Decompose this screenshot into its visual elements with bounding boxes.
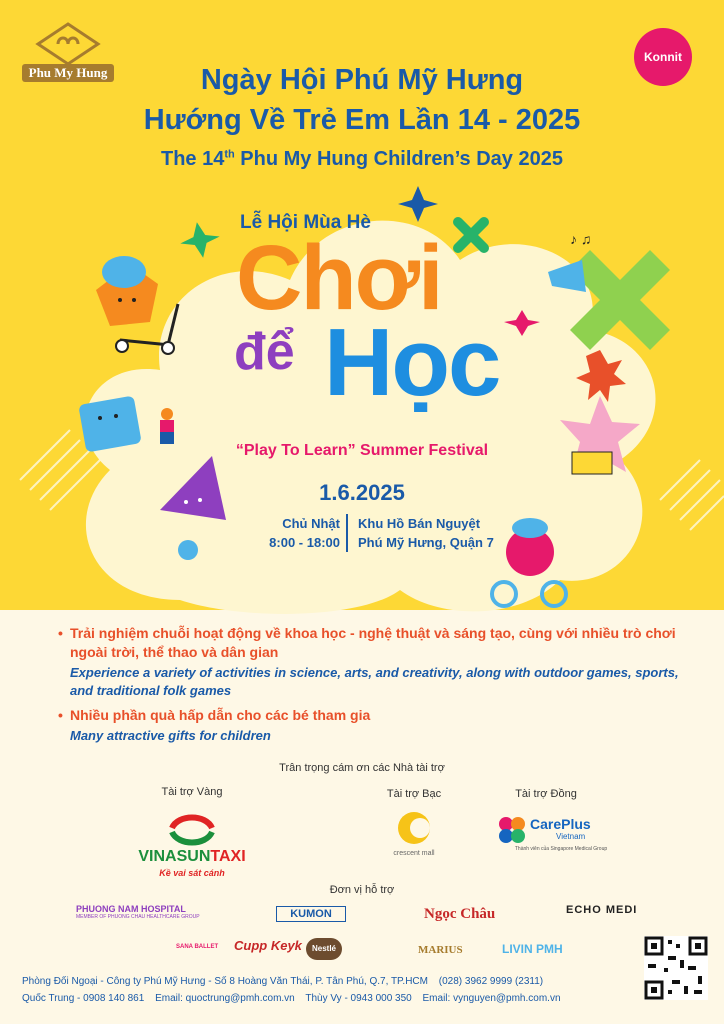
bullet-vi: • Nhiều phần quà hấp dẫn cho các bé tham gia: [60, 706, 700, 725]
vinasun-tagline: Kề vai sát cánh: [159, 868, 225, 878]
phuong-nam-logo: [76, 904, 216, 920]
festival-de: để: [234, 323, 295, 381]
sponsor-thanks: Trân trọng cám ơn các Nhà tài trợ: [279, 762, 445, 774]
kumon-logo: KUMON: [276, 906, 346, 922]
konnit-logo: Konnit: [634, 28, 692, 86]
echo-medi-logo: ECHO MEDI: [566, 904, 638, 916]
marius-logo: MARIUS: [418, 944, 463, 956]
title-en-sup: th: [224, 148, 235, 161]
list-item: [60, 624, 700, 700]
list-item: [60, 706, 700, 745]
vinasun-word-b: TAXI: [210, 848, 246, 865]
title-en: [0, 148, 724, 171]
bullet-en: Experience a variety of activities in science, arts, and creativity, along with outdoor games, sports, and traditional folk games: [70, 665, 679, 698]
footer-email-1: Email: quoctrung@pmh.com.vn: [155, 993, 295, 1004]
support-title: Đơn vị hỗ trợ: [329, 884, 395, 896]
footer-address: Phòng Đối Ngoại - Công ty Phú Mỹ Hưng - Số 8 Hoàng Văn Thái, P. Tân Phú, Q.7, TP.HCM: [22, 976, 428, 987]
footer-phone: (028) 3962 9999 (2311): [438, 976, 544, 987]
event-date: 1.6.2025: [319, 480, 405, 505]
footer-row-2: [22, 990, 632, 1007]
festival-hoc: Học: [324, 309, 500, 416]
sana-ballet-logo: SANA BALLET: [176, 944, 219, 950]
footer-contact-2: Thùy Vy - 0943 000 350: [305, 993, 412, 1004]
vinasun-word-a: VINASUN: [138, 848, 211, 865]
event-venue1: Khu Hồ Bán Nguyệt: [358, 516, 481, 531]
vinasun-emblem-icon: [122, 810, 262, 848]
play-to-learn: “Play To Learn” Summer Festival: [235, 442, 489, 459]
footer-row-1: [22, 973, 632, 990]
vinasun-logo: [122, 810, 262, 880]
careplus-sub: Vietnam: [556, 832, 586, 841]
vinasun-wordmark: [122, 848, 262, 866]
pmh-emblem-icon: [22, 22, 114, 66]
festival-choi: Chơi: [236, 227, 442, 329]
festival-subtitle: Lễ Hội Mùa Hè: [240, 212, 371, 233]
bullet-vi: • Trải nghiệm chuỗi hoạt động về khoa học - nghệ thuật và sáng tạo, cùng với nhiều trò chơi ngoài trời, thể thao và dân gian: [60, 624, 700, 662]
careplus-icon: [496, 814, 528, 846]
phuong-nam-name: PHUONG NAM HOSPITAL: [76, 904, 186, 914]
event-when: [258, 514, 348, 552]
silver-sponsor-label: Tài trợ Bạc: [386, 788, 442, 800]
title-vi-line1: Ngày Hội Phú Mỹ Hưng: [200, 64, 524, 96]
nestle-logo: Nestlé: [306, 938, 342, 960]
bronze-sponsor-label: Tài trợ Đồng: [515, 788, 577, 800]
footer-contact-1: Quốc Trung - 0908 140 861: [22, 993, 145, 1004]
title-en-suffix: Phu My Hung Children’s Day 2025: [234, 148, 563, 170]
crescent-mall-logo: [386, 808, 442, 864]
ngoc-chau-logo: Ngọc Châu: [424, 906, 496, 922]
phuong-nam-sub: MEMBER OF PHUONG CHAU HEALTHCARE GROUP: [76, 914, 200, 920]
careplus-desc: Thành viên của Singapore Medical Group: [514, 846, 608, 852]
event-day: Chủ Nhật: [282, 516, 340, 531]
crescent-mall-text: crescent mall: [393, 850, 435, 857]
svg-text:♪ ♫: ♪ ♫: [570, 231, 592, 247]
event-venue2: Phú Mỹ Hưng, Quận 7: [358, 535, 494, 550]
event-where: [352, 514, 512, 552]
title-en-prefix: The 14: [161, 148, 225, 170]
title-vi-line2: Hướng Về Trẻ Em Lần 14 - 2025: [143, 104, 581, 136]
careplus-name: CarePlus: [530, 816, 591, 832]
bullet-en: Many attractive gifts for children: [70, 728, 271, 743]
livin-logo: LIVIN PMH: [502, 942, 563, 956]
careplus-logo: [496, 814, 626, 860]
gold-sponsor-label: Tài trợ Vàng: [161, 786, 223, 798]
activity-list: [60, 624, 700, 745]
event-time: 8:00 - 18:00: [269, 535, 340, 550]
contact-footer: [22, 973, 632, 1007]
pmh-logo-text: Phu My Hung: [22, 64, 114, 82]
crescent-icon: [386, 808, 442, 852]
qr-code-icon: [644, 936, 708, 1000]
footer-email-2: Email: vynguyen@pmh.com.vn: [422, 993, 561, 1004]
cupp-keyk-logo: Cupp Keyk: [234, 938, 302, 953]
